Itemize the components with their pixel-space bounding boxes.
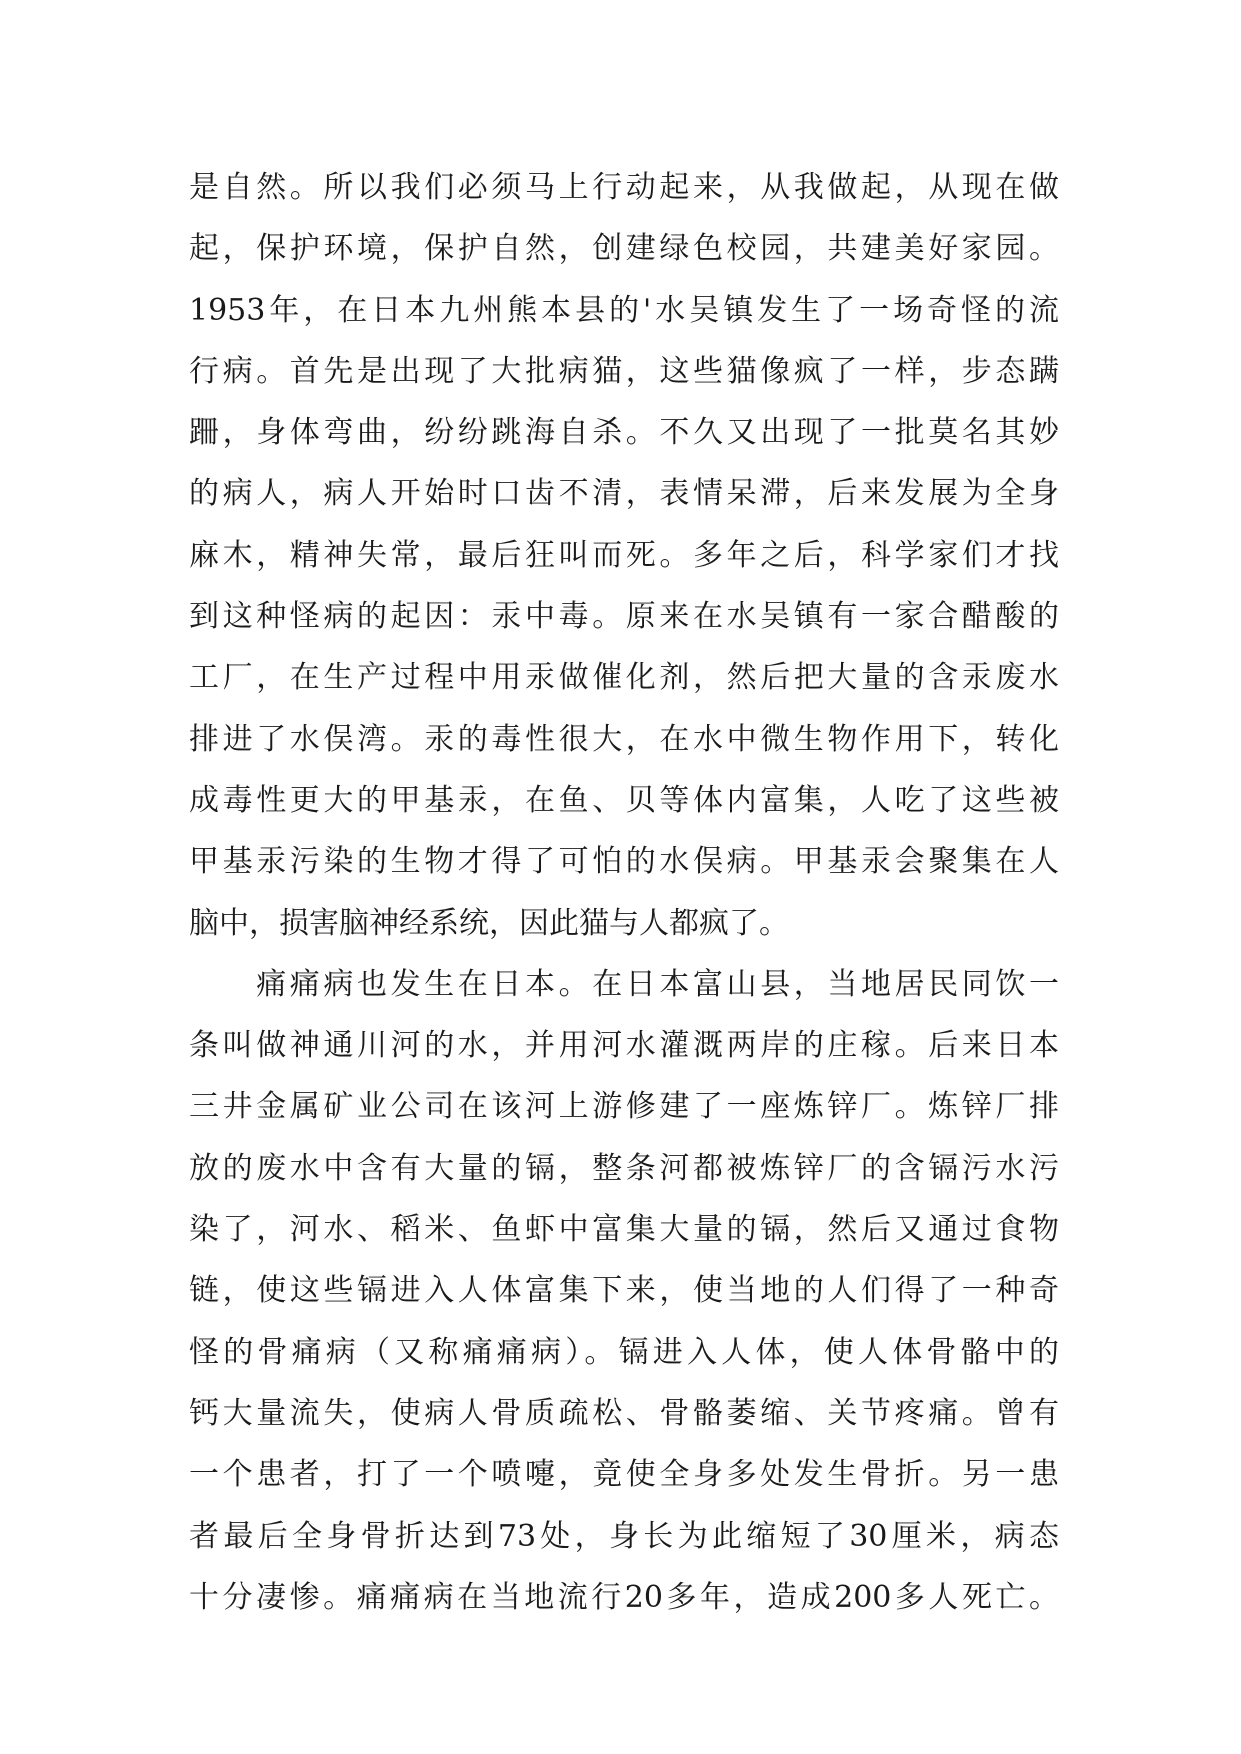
text-line: 是自然。所以我们必须马上行动起来，从我做起，从现在做 [189, 170, 1059, 205]
text-line: 十分凄惨。痛痛病在当地流行20多年，造成200多人死亡。 [189, 1579, 1059, 1615]
text-line: 三井金属矿业公司在该河上游修建了一座炼锌厂。炼锌厂排 [189, 1089, 1059, 1125]
text-line: 条叫做神通川河的水，并用河水灌溉两岸的庄稼。后来日本 [189, 1028, 1059, 1064]
text-line: 甲基汞污染的生物才得了可怕的水俣病。甲基汞会聚集在人 [189, 844, 1059, 880]
text-line: 钙大量流失，使病人骨质疏松、骨骼萎缩、关节疼痛。曾有 [189, 1395, 1059, 1431]
text-line: 脑中，损害脑神经系统，因此猫与人都疯了。 [189, 905, 789, 941]
text-line: 一个患者，打了一个喷嚏，竟使全身多处发生骨折。另一患 [189, 1457, 1059, 1493]
text-line: 的病人，病人开始时口齿不清，表情呆滞，后来发展为全身 [189, 476, 1059, 512]
text-line: 排进了水俣湾。汞的毒性很大，在水中微生物作用下，转化 [189, 721, 1059, 757]
text-line: 工厂，在生产过程中用汞做催化剂，然后把大量的含汞废水 [189, 660, 1059, 696]
text-line: 染了，河水、稻米、鱼虾中富集大量的镉，然后又通过食物 [189, 1212, 1059, 1248]
text-line: 1953年，在日本九州熊本县的'水吴镇发生了一场奇怪的流 [189, 292, 1059, 328]
text-line: 者最后全身骨折达到73处，身长为此缩短了30厘米，病态 [189, 1518, 1059, 1554]
text-line: 链，使这些镉进入人体富集下来，使当地的人们得了一种奇 [189, 1273, 1059, 1309]
text-line: 怪的骨痛病（又称痛痛病）。镉进入人体，使人体骨骼中的 [189, 1334, 1059, 1370]
text-line: 成毒性更大的甲基汞，在鱼、贝等体内富集，人吃了这些被 [189, 782, 1059, 818]
text-line: 痛痛病也发生在日本。在日本富山县，当地居民同饮一 [189, 966, 1059, 1002]
text-line: 麻木，精神失常，最后狂叫而死。多年之后，科学家们才找 [189, 537, 1059, 573]
text-line: 放的废水中含有大量的镉，整条河都被炼锌厂的含镉污水污 [189, 1150, 1059, 1186]
body-text [189, 157, 1059, 1628]
text-line: 起，保护环境，保护自然，创建绿色校园，共建美好家园。 [189, 231, 1059, 267]
text-line: 到这种怪病的起因：汞中毒。原来在水吴镇有一家合醋酸的 [189, 599, 1059, 635]
text-line: 跚，身体弯曲，纷纷跳海自杀。不久又出现了一批莫名其妙 [189, 415, 1059, 451]
text-line: 行病。首先是出现了大批病猫，这些猫像疯了一样，步态蹒 [189, 353, 1059, 389]
